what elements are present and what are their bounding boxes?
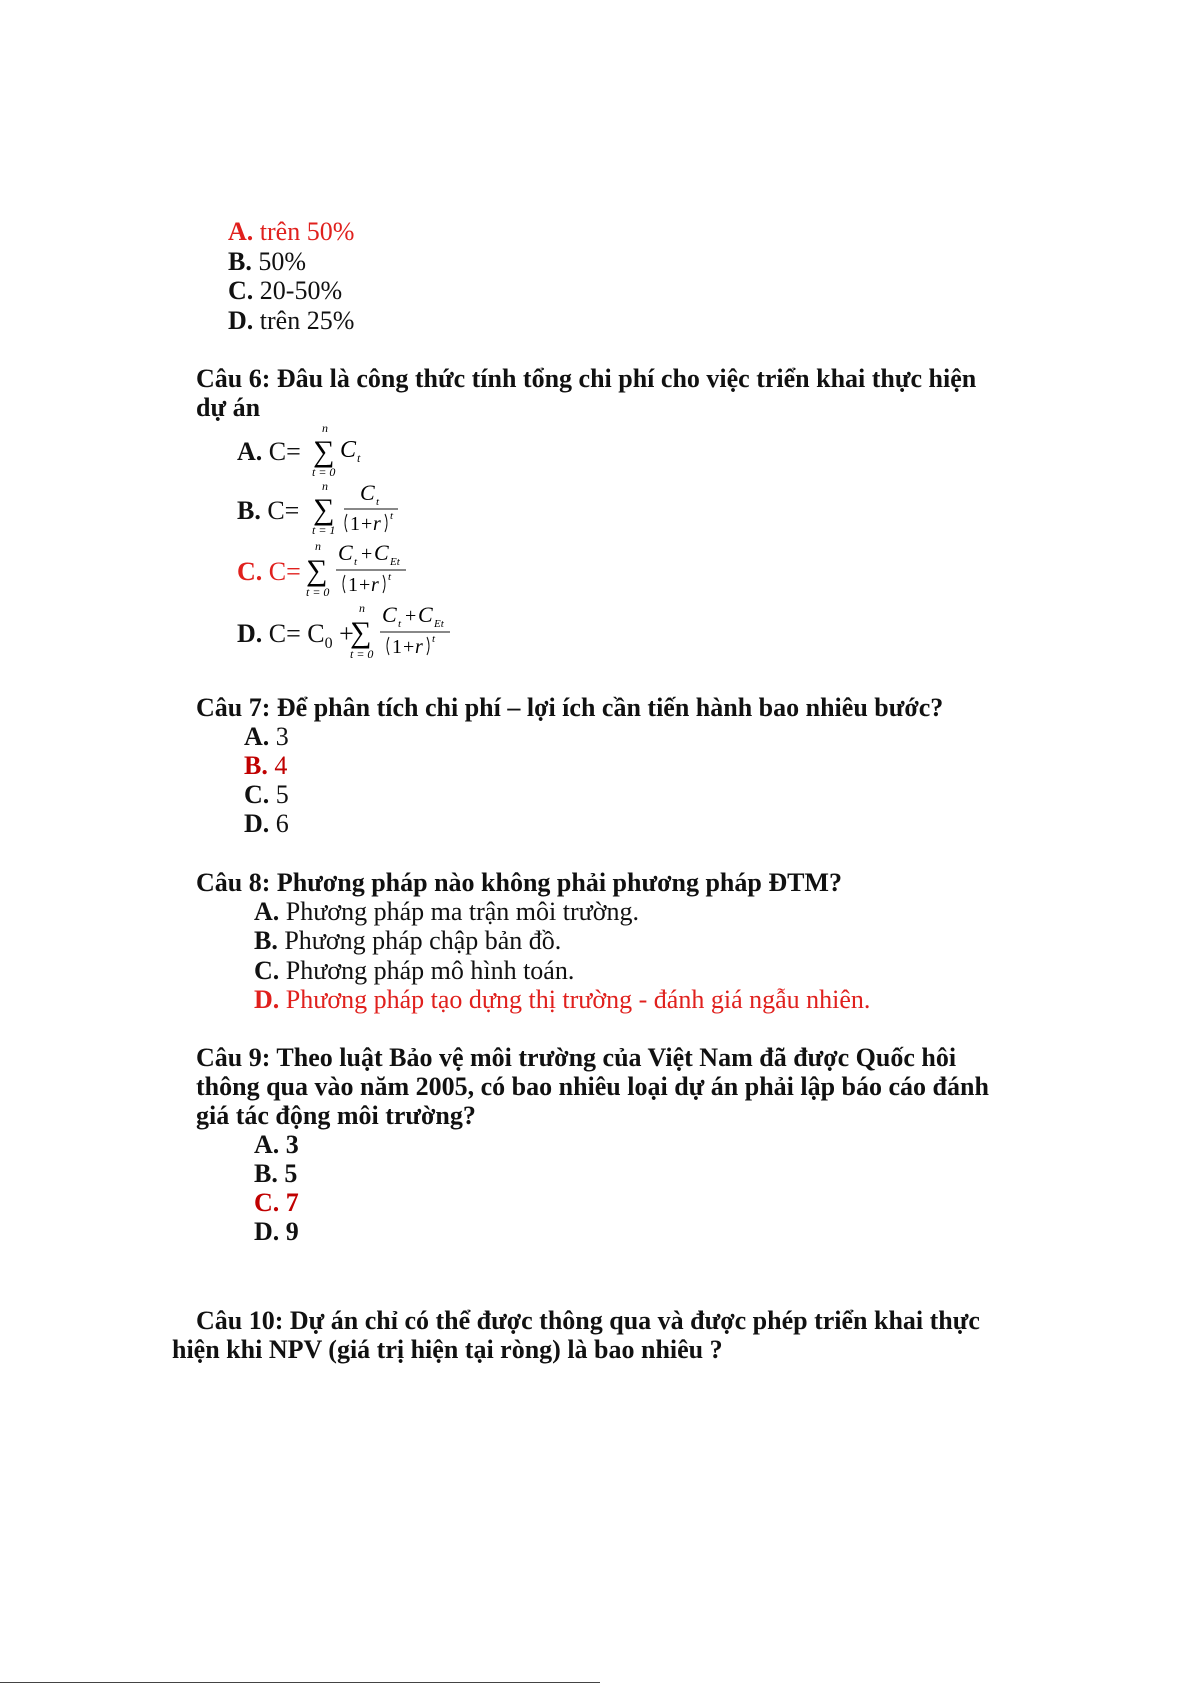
svg-text:t: t	[376, 496, 380, 508]
sum-upper: n	[322, 421, 328, 435]
svg-text:C: C	[360, 480, 375, 505]
q6-option-d-formula	[348, 600, 468, 664]
svg-text:C: C	[418, 602, 433, 627]
c-term: C	[340, 437, 357, 463]
q8-option-b: B. Phương pháp chập bản đồ.	[254, 926, 562, 955]
q8-title: Câu 8: Phương pháp nào không phải phương pháp ĐTM?	[196, 868, 842, 897]
q6-option-d-label: D. $C= C_0$ +	[237, 619, 354, 653]
svg-text:t: t	[432, 633, 436, 645]
q6-option-a-formula	[310, 420, 390, 482]
svg-text:+: +	[405, 605, 417, 627]
q10-title-line1: Câu 10: Dự án chỉ có thể được thông qua và được phép triển khai thực	[196, 1306, 980, 1335]
q9-option-b: B. 5	[254, 1159, 298, 1188]
c-sub: t	[357, 451, 361, 465]
svg-text:C: C	[374, 540, 389, 565]
q8-option-d: D. Phương pháp tạo dựng thị trường - đánh giá ngẫu nhiên.	[254, 985, 871, 1014]
svg-text:C: C	[338, 540, 353, 565]
svg-text:C: C	[382, 602, 397, 627]
svg-text:n: n	[359, 601, 365, 615]
q9-title-line1: Câu 9: Theo luật Bảo vệ môi trường của Việt Nam đã được Quốc hôi	[196, 1043, 957, 1072]
q7-title: Câu 7: Để phân tích chi phí – lợi ích cần tiến hành bao nhiêu bước?	[196, 693, 944, 722]
svg-text:t: t	[398, 618, 402, 630]
q5-option-a: A. trên 50%	[228, 217, 355, 246]
svg-text:∑: ∑	[313, 493, 335, 526]
svg-text:+: +	[359, 574, 371, 596]
svg-text:r: r	[371, 574, 379, 596]
q5-option-b: B. 50%	[228, 247, 307, 276]
svg-text:Et: Et	[434, 618, 444, 630]
page-bottom-rule	[0, 1682, 600, 1683]
q9-option-a: A. 3	[254, 1130, 299, 1159]
svg-text:t = 0: t = 0	[306, 585, 330, 599]
svg-text:t = 1: t = 1	[312, 523, 336, 537]
svg-text:∑: ∑	[306, 554, 328, 587]
q6-title-line2: dự án	[196, 393, 261, 422]
svg-text:n: n	[322, 479, 328, 493]
svg-text:1: 1	[350, 513, 360, 535]
q9-option-c: C. 7	[254, 1188, 299, 1217]
svg-text:Et: Et	[390, 556, 400, 568]
q7-option-c: C. 5	[244, 780, 289, 809]
svg-text:1: 1	[392, 636, 402, 658]
q9-option-d: D. 9	[254, 1217, 299, 1246]
svg-text:t: t	[388, 571, 392, 583]
q5-option-d: D. trên 25%	[228, 306, 355, 335]
sum-lower: t = 0	[312, 465, 336, 479]
svg-text:t = 0: t = 0	[350, 647, 374, 661]
svg-text:n: n	[315, 539, 321, 553]
q7-option-b: B. 4	[244, 751, 288, 780]
svg-text:t: t	[390, 510, 394, 522]
q5-option-c: C. 20-50%	[228, 276, 343, 305]
q6-option-a-label: A. C=	[237, 437, 301, 466]
svg-text:r: r	[373, 513, 381, 535]
q9-title-line3: giá tác động môi trường?	[196, 1101, 476, 1130]
svg-text:+: +	[361, 543, 373, 565]
svg-text:t: t	[354, 556, 358, 568]
q6-option-b-label: B. C=	[237, 496, 300, 525]
svg-text:∑: ∑	[350, 616, 372, 649]
svg-text:+: +	[361, 513, 373, 535]
q7-option-d: D. 6	[244, 809, 289, 838]
q6-title-line1: Câu 6: Đâu là công thức tính tổng chi phí cho việc triển khai thực hiện	[196, 364, 977, 393]
q9-title-line2: thông qua vào năm 2005, có bao nhiêu loại dự án phải lập báo cáo đánh	[196, 1072, 989, 1101]
q8-option-c: C. Phương pháp mô hình toán.	[254, 956, 575, 985]
svg-text:r: r	[415, 636, 423, 658]
q6-option-b-formula	[310, 478, 420, 540]
q8-option-a: A. Phương pháp ma trận môi trường.	[254, 897, 639, 926]
q6-option-c-label: C. C=	[237, 557, 301, 586]
svg-text:+: +	[403, 636, 415, 658]
sum-sign: ∑	[313, 435, 335, 468]
q6-option-c-formula	[304, 538, 424, 602]
q10-title-line2: hiện khi NPV (giá trị hiện tại ròng) là bao nhiêu ?	[172, 1335, 723, 1364]
q7-option-a: A. 3	[244, 722, 289, 751]
svg-text:1: 1	[348, 574, 358, 596]
